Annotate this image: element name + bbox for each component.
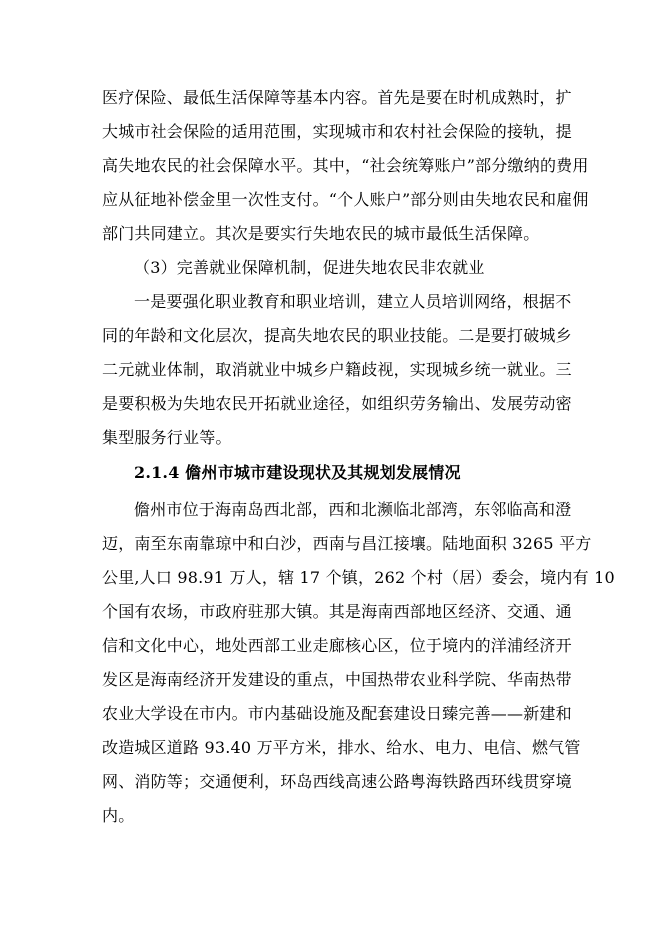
subsection-heading: （3）完善就业保障机制，促进失地农民非农就业 [134, 258, 485, 277]
section-heading: 2.1.4 儋州市城市建设现状及其规划发展情况 [134, 463, 461, 482]
paragraph-line: 集型服务行业等。 [102, 428, 232, 447]
paragraph-line: 二元就业体制，取消就业中城乡户籍歧视，实现城乡统一就业。三 [102, 360, 572, 379]
paragraph-line: 信和文化中心，地处西部工业走廊核心区，位于境内的洋浦经济开 [102, 636, 572, 655]
paragraph-line: 医疗保险、最低生活保障等基本内容。首先是要在时机成熟时，扩 [102, 88, 572, 107]
paragraph-line: 发区是海南经济开发建设的重点，中国热带农业科学院、华南热带 [102, 670, 572, 689]
paragraph-line: 同的年龄和文化层次，提高失地农民的职业技能。二是要打破城乡 [102, 326, 572, 345]
paragraph-line: 高失地农民的社会保障水平。其中，“社会统筹账户”部分缴纳的费用 [102, 156, 589, 175]
paragraph-line: 公里,人口 98.91 万人，辖 17 个镇，262 个村（居）委会，境内有 10 [102, 568, 615, 587]
paragraph-line: 大城市社会保险的适用范围，实现城市和农村社会保险的接轨，提 [102, 122, 572, 141]
paragraph-line: 网、消防等；交通便利，环岛西线高速公路粤海铁路西环线贯穿境 [102, 772, 572, 791]
paragraph-line: 一是要强化职业教育和职业培训，建立人员培训网络，根据不 [134, 292, 572, 311]
paragraph-line: 改造城区道路 93.40 万平方米，排水、给水、电力、电信、燃气管 [102, 738, 581, 757]
paragraph-line: 是要积极为失地农民开拓就业途径，如组织劳务输出、发展劳动密 [102, 394, 572, 413]
paragraph-line: 应从征地补偿金里一次性支付。“个人账户”部分则由失地农民和雇佣 [102, 190, 589, 209]
paragraph-line: 内。 [102, 806, 135, 825]
paragraph-line: 迈，南至东南靠琼中和白沙，西南与昌江接壤。陆地面积 3265 平方 [102, 534, 592, 553]
paragraph-line: 农业大学设在市内。市内基础设施及配套建设日臻完善——新建和 [102, 704, 572, 723]
paragraph-line: 个国有农场，市政府驻那大镇。其是海南西部地区经济、交通、通 [102, 602, 572, 621]
paragraph-line: 部门共同建立。其次是要实行失地农民的城市最低生活保障。 [102, 224, 540, 243]
paragraph-line: 儋州市位于海南岛西北部，西和北濒临北部湾，东邻临高和澄 [134, 500, 572, 519]
